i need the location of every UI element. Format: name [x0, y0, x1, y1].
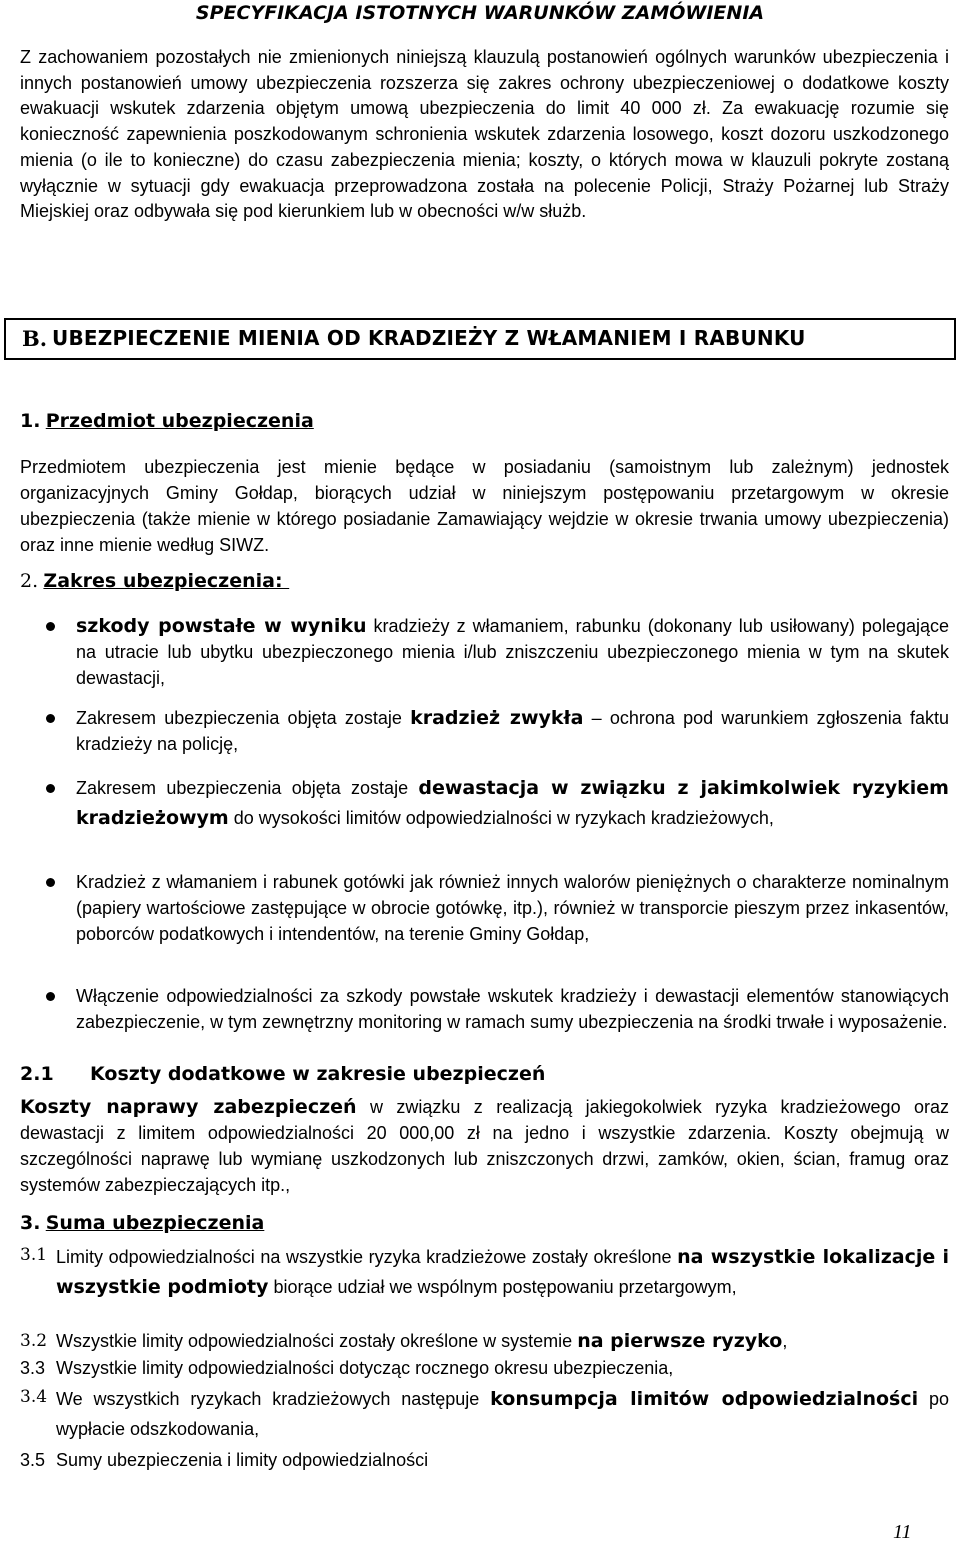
item-3-3-number: 3.3: [20, 1358, 46, 1378]
section-b-box: [4, 318, 956, 360]
list-item: [20, 1242, 949, 1322]
bullet-icon: [46, 622, 55, 631]
item-3-4-bold: konsumpcja limitów odpowiedzialności: [490, 1388, 919, 1410]
section-3-number: 3.: [20, 1212, 41, 1234]
bullet-2-bold: kradzież zwykła: [410, 707, 584, 729]
section-2-1-title: Koszty dodatkowe w zakresie ubezpieczeń: [90, 1063, 546, 1085]
list-item: [76, 613, 949, 691]
item-3-2-bold: na pierwsze ryzyko: [577, 1330, 783, 1352]
section-2-1-heading: [20, 1063, 546, 1085]
section-b-title: UBEZPIECZENIE MIENIA OD KRADZIEŻY Z WŁAMANIEM I RABUNKU: [52, 326, 806, 350]
section-2-title: Zakres ubezpieczenia:: [43, 570, 290, 592]
section-3-title: Suma ubezpieczenia: [45, 1212, 265, 1234]
bullet-icon: [46, 878, 55, 887]
section-2-1-bold: Koszty naprawy zabezpieczeń: [20, 1096, 357, 1118]
bullet-2-text-pre: Zakresem ubezpieczenia objęta zostaje: [76, 708, 411, 728]
item-3-2-text-pre: Wszystkie limity odpowiedzialności zostały określone w systemie: [56, 1331, 578, 1351]
item-3-4-text: po wypłacie odszkodowania,: [56, 1389, 949, 1439]
list-item: [76, 705, 949, 757]
section-2-heading: [20, 570, 289, 593]
bullet-4-text: Kradzież z włamaniem i rabunek gotówki jak również innych walorów pieniężnych o charakterze nominalnym (papiery wartościowe zastępujące w obrocie gotówkę, itp.), również w transporcie pieszym przez inkasentów, poborców podatkowych i intendentów, na terenie Gminy Gołdap,: [76, 872, 949, 944]
bullet-2-text: – ochrona pod warunkiem zgłoszenia faktu kradzieży na policję,: [76, 708, 949, 754]
section-2-1-number: 2.1: [20, 1063, 54, 1085]
bullet-icon: [46, 714, 55, 723]
section-2-1-paragraph: [20, 1094, 949, 1198]
section-1-number: 1.: [20, 410, 41, 432]
section-1-paragraph: Przedmiotem ubezpieczenia jest mienie będące w posiadaniu (samoistnym lub zależnym) jednostek organizacyjnych Gminy Gołdap, biorących udział w niniejszym postępowaniu przetargowym w okresie ubezpieczenia (także mienie w którego posiadanie Zamawiający wejdzie w okresie trwania umowy ubezpieczenia) oraz inne mienie według SIWZ.: [20, 457, 949, 555]
list-item: [20, 1384, 949, 1444]
list-item: [20, 1447, 949, 1475]
item-3-1-bold: na wszystkie lokalizacje i wszystkie podmioty: [56, 1246, 949, 1298]
section-1-heading: [20, 410, 314, 433]
item-3-4-text-pre: We wszystkich ryzykach kradzieżowych następuje: [56, 1389, 491, 1409]
section-2-number: 2.: [20, 570, 39, 592]
list-item: [76, 983, 949, 1035]
bullet-3-bold: dewastacja w związku z jakimkolwiek ryzykiem kradzieżowym: [76, 777, 949, 829]
list-item: [76, 773, 949, 833]
item-3-2-text: ,: [782, 1331, 788, 1351]
list-item: [20, 1328, 949, 1356]
intro-paragraph: Z zachowaniem pozostałych nie zmienionych niniejszą klauzulą postanowień ogólnych warunków ubezpieczenia i innych postanowień umowy ubezpieczenia rozszerza się zakres ochrony ubezpieczeniowej o dodatkowe koszty ewakuacji wskutek zdarzenia objętym umową ubezpieczenia do limit 40 000 zł. Za ewakuację rozumie się konieczność zapewnienia poszkodowanym schronienia wskutek zdarzenia losowego, koszt dozoru uszkodzonego mienia (o ile to konieczne) do czasu zabezpieczenia mienia; koszty, o których mowa w klauzuli pokryte zostaną wyłącznie w sytuacji gdy ewakuacja przeprowadzona została na polecenie Policji, Straży Pożarnej lub Straży Miejskiej oraz odbywała się pod kierunkiem lub w obecności w/w służb.: [20, 47, 949, 222]
section-3-heading: [20, 1212, 264, 1235]
bullet-1-bold: szkody powstałe w wyniku: [76, 615, 367, 637]
item-3-1-number: 3.1: [20, 1245, 48, 1265]
bullet-3-text: do wysokości limitów odpowiedzialności w ryzykach kradzieżowych,: [228, 808, 774, 828]
section-b-letter: B.: [22, 326, 48, 351]
section-1-title: Przedmiot ubezpieczenia: [45, 410, 314, 432]
bullet-icon: [46, 992, 55, 1001]
item-3-1-text: biorące udział we wspólnym postępowaniu przetargowym,: [268, 1277, 737, 1297]
item-3-1-text-pre: Limity odpowiedzialności na wszystkie ryzyka kradzieżowe zostały określone: [56, 1247, 678, 1267]
item-3-3-text: Wszystkie limity odpowiedzialności dotycząc rocznego okresu ubezpieczenia,: [56, 1358, 674, 1378]
item-3-4-number: 3.4: [20, 1387, 48, 1407]
item-3-5-text: Sumy ubezpieczenia i limity odpowiedzialności: [56, 1450, 429, 1470]
item-3-5-number: 3.5: [20, 1450, 46, 1470]
section-2-1-text: w związku z realizacją jakiegokolwiek ryzyka kradzieżowego oraz dewastacji z limitem odpowiedzialności 20 000,00 zł na jedno i wszystkie zdarzenia. Koszty obejmują w szczególności naprawę lub wymianę uszkodzonych lub zniszczonych drzwi, zamków, okien, ścian, framug oraz systemów zabezpieczających itp.,: [20, 1097, 949, 1195]
list-item: [20, 1355, 949, 1383]
bullet-5-text: Włączenie odpowiedzialności za szkody powstałe wskutek kradzieży i dewastacji elementów stanowiących zabezpieczenie, w tym zewnętrzny monitoring w ramach sumy ubezpieczenia na środki trwałe i wyposażenie.: [76, 986, 949, 1032]
page-header: SPECYFIKACJA ISTOTNYCH WARUNKÓW ZAMÓWIENIA: [195, 2, 765, 24]
bullet-1-text: kradzieży z włamaniem, rabunku (dokonany lub usiłowany) polegające na utracie lub ubytku ubezpieczonego mienia i/lub zniszczeniu ubezpieczonego mienia w tym na skutek dewastacji,: [76, 616, 949, 688]
item-3-2-number: 3.2: [20, 1331, 48, 1351]
list-item: [76, 869, 949, 947]
bullet-icon: [46, 784, 55, 793]
bullet-3-text-pre: Zakresem ubezpieczenia objęta zostaje: [76, 778, 419, 798]
page-number: 11: [893, 1521, 912, 1543]
